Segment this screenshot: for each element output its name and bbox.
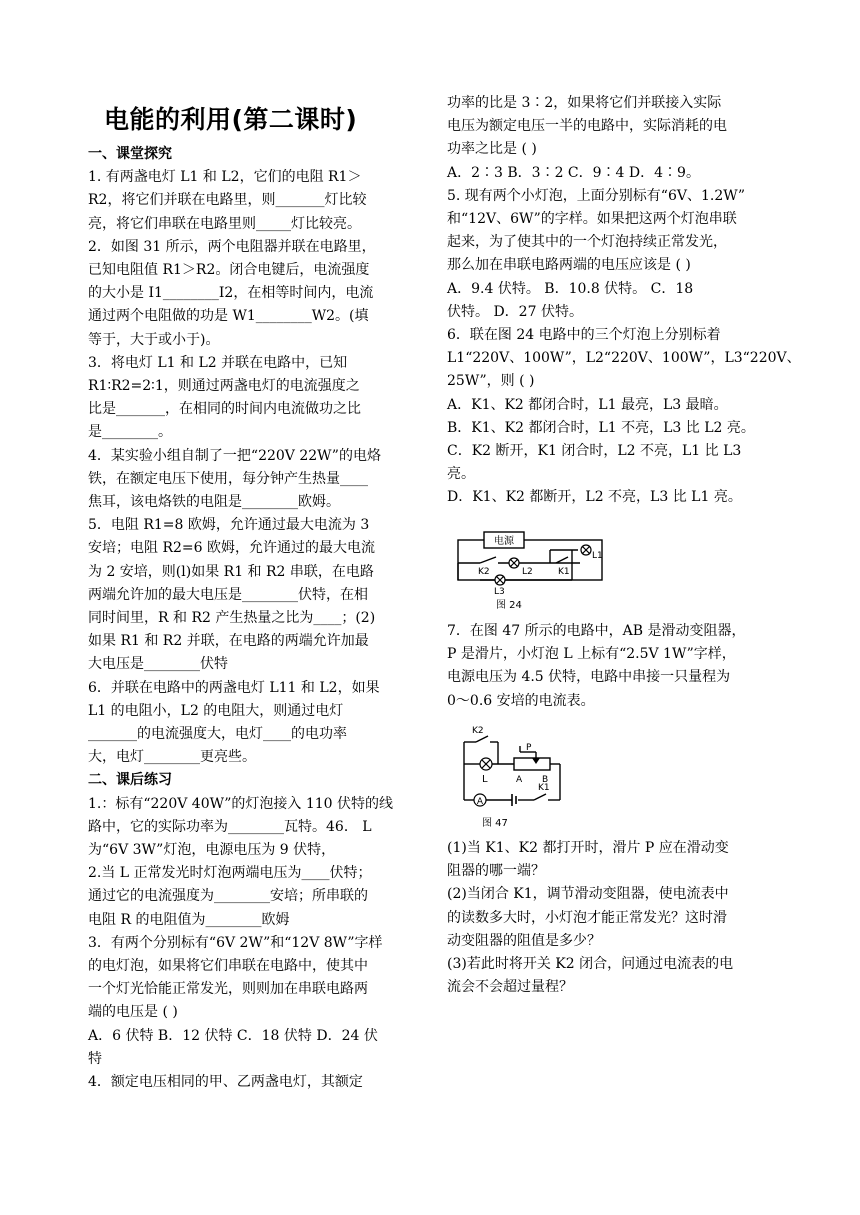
text-line: 5. 现有两个小灯泡，上面分别标有“6V、1.2W” xyxy=(447,187,746,204)
text-line: 通过它的电流强度为________安培；所串联的 xyxy=(88,888,368,905)
section-heading xyxy=(88,143,418,166)
text-line: (3)若此时将开关 K2 闭合，问通过电流表的电 xyxy=(447,956,734,973)
question-paragraph xyxy=(447,394,781,510)
text-line: 的电灯泡，如果将它们串联在电路中，使其中 xyxy=(88,958,368,974)
text-line: L1 的电阻小，L2 的电阻大，则通过电灯 xyxy=(88,702,344,719)
text-line: 端的电压是 ( ) xyxy=(88,1004,178,1021)
question-paragraph xyxy=(88,677,418,770)
fig24-k2-label: K2 xyxy=(478,567,490,577)
text-line: 动变阻器的阻值是多少？ xyxy=(447,932,601,949)
text-line: A．K1、K2 都闭合时，L1 最亮，L3 最暗。 xyxy=(447,396,728,413)
fig47-k2-label: K2 xyxy=(472,726,484,736)
text-line: 伏特。 D．27 伏特。 xyxy=(447,303,583,320)
question-paragraph xyxy=(88,514,418,676)
text-line: 功率的比是 3∶2，如果将它们并联接入实际 xyxy=(447,95,722,111)
fig47-ammeter-label: A xyxy=(476,797,484,807)
text-line: 电阻 R 的电阻值为________欧姆 xyxy=(88,911,290,928)
text-line: 电压为额定电压一半的电路中，实际消耗的电 xyxy=(447,118,727,135)
text-line: 7．在图 47 所示的电路中，AB 是滑动变阻器， xyxy=(447,623,746,639)
question-paragraph xyxy=(88,445,418,515)
question-paragraph xyxy=(88,793,418,863)
text-line: 一个灯光恰能正常发光，则则加在串联电路两 xyxy=(88,981,368,998)
text-line: 阻器的哪一端？ xyxy=(447,863,545,880)
text-line: B．K1、K2 都闭合时，L1 不亮，L3 比 L2 亮。 xyxy=(447,419,755,436)
text-line: 同时间里，R 和 R2 产生热量之比为____；(2) xyxy=(88,610,376,626)
text-line: 5．电阻 R1=8 欧姆，允许通过最大电流为 3 xyxy=(88,517,370,534)
fig24-l1-label: L1 xyxy=(592,551,603,561)
figure-24-circuit xyxy=(452,528,612,614)
question-paragraph xyxy=(447,185,781,278)
text-line: 0～0.6 安培的电流表。 xyxy=(447,692,595,709)
text-line: 1.：标有“220V 40W”的灯泡接入 110 伏特的线 xyxy=(88,795,394,812)
fig24-l3-label: L3 xyxy=(494,587,505,597)
fig47-caption: 图 47 xyxy=(482,818,508,829)
text-line: 二、课后练习 xyxy=(88,772,172,789)
fig24-source-label: 电源 xyxy=(494,536,514,547)
text-line: 4．某实验小组自制了一把“220V 22W”的电烙 xyxy=(88,447,381,464)
text-line: _______的电流强度大，电灯____的电功率 xyxy=(88,726,347,742)
question-paragraph xyxy=(88,1025,418,1071)
text-line: A．6 伏特 B．12 伏特 C．18 伏特 D．24 伏 xyxy=(88,1027,378,1044)
text-line: 2.当 L 正常发光时灯泡两端电压为____伏特； xyxy=(88,865,372,882)
text-line: 1. 有两盏电灯 L1 和 L2，它们的电阻 R1＞ xyxy=(88,169,362,186)
text-line: 电源电压为 4.5 伏特，电路中串接一只量程为 xyxy=(447,669,731,686)
text-line: 等于，大于或小于)。 xyxy=(88,331,220,348)
fig47-b-label: B xyxy=(542,775,549,785)
text-line: 是________。 xyxy=(88,424,172,441)
text-line: 那么加在串联电路两端的电压应该是 ( ) xyxy=(447,257,691,274)
fig24-l2-label: L2 xyxy=(522,567,533,577)
fig24-caption: 图 24 xyxy=(496,600,522,611)
section-heading xyxy=(88,769,418,792)
text-line: 已知电阻值 R1＞R2。闭合电键后，电流强度 xyxy=(88,262,370,278)
text-line: 为“6V 3W”灯泡，电源电压为 9 伏特， xyxy=(88,842,336,858)
text-line: 功率之比是 ( ) xyxy=(447,141,537,158)
text-line: (2)当闭合 K1，调节滑动变阻器，使电流表中 xyxy=(447,886,729,903)
text-line: P 是滑片，小灯泡 L 上标有“2.5V 1W”字样， xyxy=(447,646,736,663)
text-line: 两端允许加的最大电压是________伏特，在相 xyxy=(88,586,368,603)
page-title: 电能的利用(第二课时) xyxy=(104,105,358,134)
text-line: 25W”，则 ( ) xyxy=(447,373,535,390)
text-line: 的大小是 I1________I2，在相等时间内，电流 xyxy=(88,285,374,302)
text-line: 如果 R1 和 R2 并联，在电路的两端允许加最 xyxy=(88,633,369,650)
text-line: 和“12V、6W”的字样。如果把这两个灯泡串联 xyxy=(447,211,737,227)
text-line: D．K1、K2 都断开，L2 不亮，L3 比 L1 亮。 xyxy=(447,489,742,506)
question-paragraph xyxy=(88,236,418,352)
question-paragraph xyxy=(88,352,418,445)
figure-47-circuit xyxy=(452,722,572,832)
question-paragraph xyxy=(88,862,418,932)
text-line: A．2∶3 B．3∶2 C．9∶4 D．4∶9。 xyxy=(447,164,700,181)
question-paragraph xyxy=(447,162,781,185)
text-line: A．9.4 伏特。 B．10.8 伏特。 C．18 xyxy=(447,280,694,297)
question-paragraph xyxy=(447,278,781,324)
text-line: R1∶R2=2∶1，则通过两盏电灯的电流强度之 xyxy=(88,378,360,394)
text-line: 通过两个电阻做的功是 W1________W2。(填 xyxy=(88,308,369,325)
text-line: 为 2 安培，则(l)如果 R1 和 R2 串联，在电路 xyxy=(88,563,374,580)
text-line: L1“220V、100W”，L2“220V、100W”，L3“220V、 xyxy=(447,350,801,367)
text-line: 3．将电灯 L1 和 L2 并联在电路中，已知 xyxy=(88,354,348,371)
text-line: 亮。 xyxy=(447,466,475,483)
fig47-l-label: L xyxy=(482,774,488,785)
text-line: 路中，它的实际功率为________瓦特。46． L xyxy=(88,818,372,835)
text-line: C．K2 断开，K1 闭合时，L2 不亮，L1 比 L3 xyxy=(447,443,742,459)
question-paragraph xyxy=(447,837,781,999)
fig24-k1-label: K1 xyxy=(558,567,570,577)
text-line: 大电压是________伏特 xyxy=(88,656,228,673)
fig47-p-label: P xyxy=(526,743,532,753)
question-paragraph xyxy=(447,324,801,394)
text-line: 特 xyxy=(88,1050,102,1067)
question-paragraph xyxy=(447,620,781,713)
text-line: 亮，将它们串联在电路里则_____灯比较亮。 xyxy=(88,215,361,232)
text-line: 6．并联在电路中的两盏电灯 L11 和 L2，如果 xyxy=(88,679,380,696)
text-line: 6．联在图 24 电路中的三个灯泡上分别标着 xyxy=(447,327,721,343)
question-paragraph xyxy=(88,1071,418,1094)
text-line: 安培；电阻 R2=6 欧姆，允许通过的最大电流 xyxy=(88,540,375,557)
text-line: 比是_______，在相同的时间内电流做功之比 xyxy=(88,401,361,418)
text-line: 一、课堂探究 xyxy=(88,146,172,162)
text-line: R2，将它们并联在电路里，则_______灯比较 xyxy=(88,192,367,209)
text-line: 铁，在额定电压下使用，每分钟产生热量____ xyxy=(88,470,368,487)
text-line: 的读数多大时，小灯泡才能正常发光？这时滑 xyxy=(447,909,727,926)
fig47-k1-label: K1 xyxy=(538,783,550,793)
text-line: 起来，为了使其中的一个灯泡持续正常发光， xyxy=(447,234,727,251)
text-line: 大，电灯________更亮些。 xyxy=(88,749,256,766)
text-line: 焦耳，该电烙铁的电阻是________欧姆。 xyxy=(88,494,340,510)
text-line: 4．额定电压相同的甲、乙两盏电灯，其额定 xyxy=(88,1074,363,1090)
text-line: 2．如图 31 所示，两个电阻器并联在电路里， xyxy=(88,238,376,255)
fig47-a-label: A xyxy=(516,775,523,785)
question-paragraph xyxy=(447,92,781,162)
question-paragraph xyxy=(88,932,418,1025)
text-line: (1)当 K1、K2 都打开时，滑片 P 应在滑动变 xyxy=(447,840,729,856)
question-paragraph xyxy=(88,166,418,236)
text-line: 流会不会超过量程？ xyxy=(447,979,573,996)
text-line: 3．有两个分别标有“6V 2W”和“12V 8W”字样 xyxy=(88,934,383,951)
